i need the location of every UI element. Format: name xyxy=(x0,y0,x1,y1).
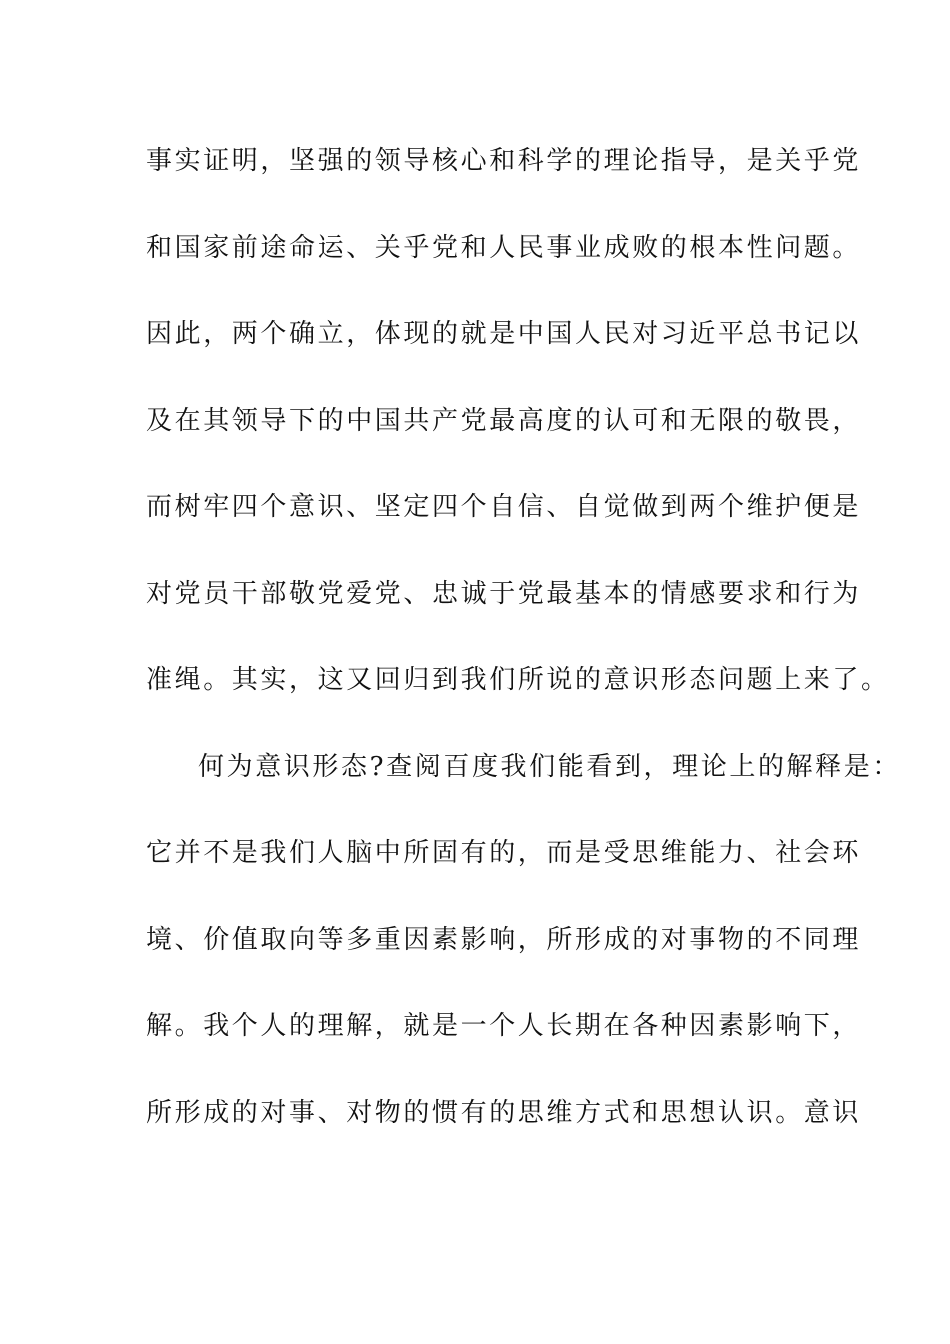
text-line: 所形成的对事、对物的惯有的思维方式和思想认识。意识 xyxy=(146,1097,862,1128)
text-line: 及在其领导下的中国共产党最高度的认可和无限的敬畏， xyxy=(146,405,862,436)
text-line: 它并不是我们人脑中所固有的，而是受思维能力、社会环 xyxy=(146,838,862,868)
text-line: 而树牢四个意识、坚定四个自信、自觉做到两个维护便是 xyxy=(146,492,862,522)
document-body xyxy=(146,136,901,1174)
paragraph-start-line: 何为意识形态?查阅百度我们能看到，理论上的解释是： xyxy=(198,751,901,782)
text-line: 事实证明，坚强的领导核心和科学的理论指导，是关乎党 xyxy=(146,146,862,176)
text-line: 准绳。其实，这又回归到我们所说的意识形态问题上来了。 xyxy=(146,665,890,695)
text-line: 解。我个人的理解，就是一个人长期在各种因素影响下， xyxy=(146,1011,862,1041)
text-line: 对党员干部敬党爱党、忠诚于党最基本的情感要求和行为 xyxy=(146,578,862,609)
text-line: 境、价值取向等多重因素影响，所形成的对事物的不同理 xyxy=(146,924,862,955)
text-line: 因此，两个确立，体现的就是中国人民对习近平总书记以 xyxy=(146,319,862,349)
text-line: 和国家前途命运、关乎党和人民事业成败的根本性问题。 xyxy=(146,232,862,263)
